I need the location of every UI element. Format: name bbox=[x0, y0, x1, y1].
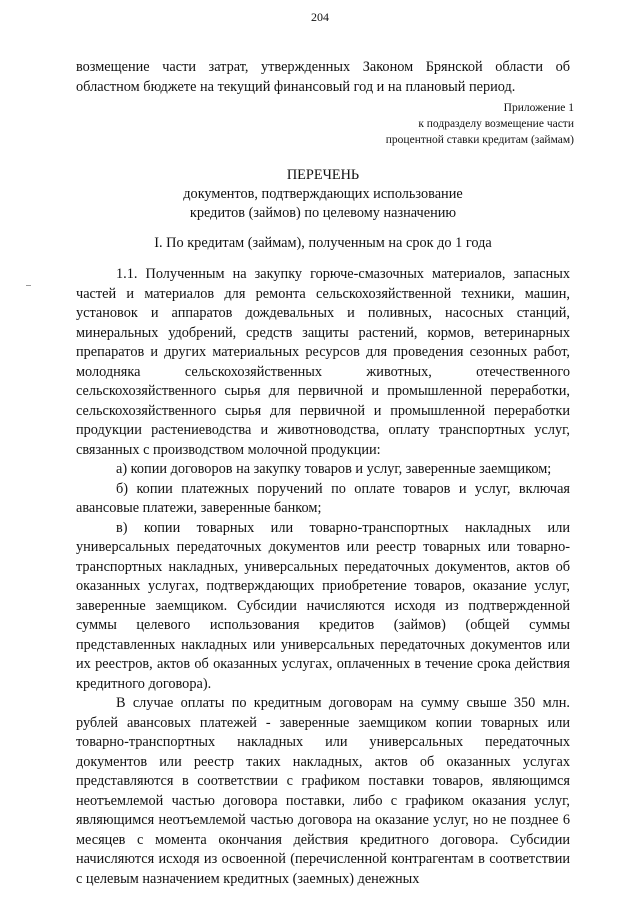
appendix-line-1: Приложение 1 bbox=[503, 102, 574, 114]
heading-line-2: документов, подтверждающих использование bbox=[183, 186, 463, 202]
intro-text: возмещение части затрат, утвержденных Законом Брянской области об областном бюджете на текущий финансовый год и на плановый период. bbox=[76, 59, 570, 95]
page-number: 204 bbox=[311, 10, 329, 24]
paragraph-a: а) копии договоров на закупку товаров и услуг, заверенные заемщиком; bbox=[116, 461, 552, 477]
paragraph-advance-payments: В случае оплаты по кредитным договорам на сумму свыше 350 млн. рублей авансовых платежей - заверенные заемщиком копии товарных или товарно-транспортных накладных или универсальных передаточных документов или реестр таких накладных, актов об оказанных услугах представляются в соответствии с графиком поставки товаров, являющимся неотъемлемой частью договора поставки, либо с графиком оказания услуг, являющимся неотъемлемой частью договора на оказание услуг, но не позднее 6 месяцев с момента окончания действия кредитного договора. Субсидии начисляются исходя из освоенной (перечисленной контрагентам в соответствии с целевым назначением кредитных (заемных) денежных bbox=[76, 695, 570, 887]
document-heading bbox=[76, 166, 570, 223]
section-title: I. По кредитам (займам), полученным на срок до 1 года bbox=[154, 235, 492, 251]
intro-paragraph bbox=[76, 58, 570, 97]
margin-mark bbox=[26, 285, 31, 286]
appendix-note bbox=[314, 100, 574, 148]
appendix-line-2: к подразделу возмещение части bbox=[418, 118, 574, 130]
paragraph-c: в) копии товарных или товарно-транспортных накладных или универсальных передаточных документов или реестр товарных или товарно-транспортных накладных, универсальных передаточных документов, актов об оказанных услугах, подтверждающих приобретение товаров, оказание услуг, заверенные заемщиком. Субсидии начисляются исходя из подтвержденной суммы целевого использования кредитов (займов) (общей суммы представленных накладных или универсальных передаточных документов или их реестров, актов об оказанных услугах, оплаченных в течение срока действия кредитного договора). bbox=[76, 519, 570, 692]
heading-line-3: кредитов (займов) по целевому назначению bbox=[189, 205, 457, 221]
heading-title: ПЕРЕЧЕНЬ bbox=[286, 167, 360, 183]
appendix-line-3: процентной ставки кредитам (займам) bbox=[385, 134, 574, 146]
paragraph-1-1: 1.1. Полученным на закупку горюче-смазочных материалов, запасных частей и материалов для ремонта сельскохозяйственной техники, машин, установок и аппаратов дождевальных и поливных, насосных станций, минеральных удобрений, средств защиты растений, кормов, ветеринарных препаратов и других материальных ресурсов для проведения сезонных работ, молодняка сельскохозяйственных животных, отечественного сельскохозяйственного сырья для первичной и промышленной переработки, сельскохозяйственного сырья для первичной и промышленной переработки продукции растениеводства и животноводства, оплату транспортных услуг, связанных с производством молочной продукции: bbox=[76, 266, 570, 458]
paragraph-b: б) копии платежных поручений по оплате товаров и услуг, включая авансовые платежи, заверенные банком; bbox=[76, 480, 570, 516]
main-text bbox=[76, 265, 570, 889]
